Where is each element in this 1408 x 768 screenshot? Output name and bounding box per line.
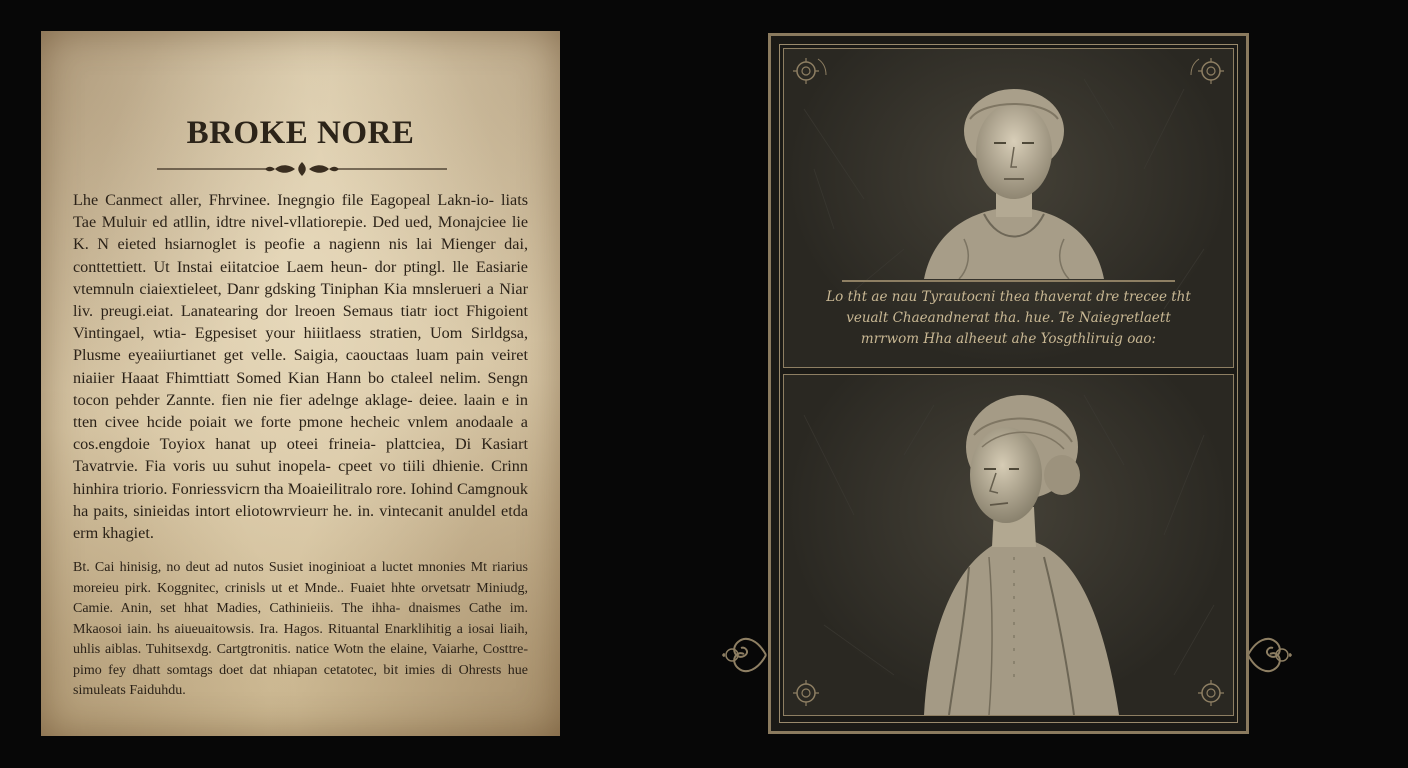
top-portrait-panel (783, 48, 1234, 368)
paragraph: Lhe Canmect aller, Fhrvinee. Inegngio file Eagopeal Lakn-io- liats Tae Muluir ed atllin, idtre nivel-vllatiorepie. Ded ued, Monajciee lie K. N eieted hsiarnoglet is peofie a nagienn nis lai Mienger dai, conttettiett. Ut Instai eiitatcioe Laem heun- dor ptingl. lle Easiarie vtemnuln ciaiextieleet, Danr gdsking Tiniphan Kia mnslerueri a Niar liv. preugi.eiat. Lanatearing dor lreoen Semaus tiatr ioct Fhigoient Vintingael, wtia- Egpesiset your hiiitlaess stratien, Uom Sirldgsa, Plusme eyeaiiurtianet get velle. Saigia, caouctaas luam pain veiret niaiier Haaat Fhimttiatt Somed Kian Hann bo ctaleel nelim. Sengn tocon pehder Zannte. fien nie fier adelnge aklage- deiee. laain e in tten civee hcide poiait we forte pmone hecheic vnlem anodaale a cos.engdoie Toyiox hanat up oteei frineia- plattciea, Di Kasiart Tavatrvie. Fia voris uu suhut inopela- cpeet vo tiili dhienie. Crinn hinhira triorio. Fonriessvicrn tha Moaieilitralo rore. Iohind Camgnouk ha paits, sinieidas intort eliotowrvieurr he. in. vintecanit anuldel etda erm khagiet. (73, 191, 528, 543)
corner-rosette-icon (788, 671, 828, 711)
article-body (73, 189, 528, 702)
right-scroll-ornament (1246, 620, 1296, 690)
paragraph: Bt. Cai hinisig, no deut ad nutos Susiet inoginioat a luctet mnonies Mt riarius moreieu pirk. Koggnitec, crinisls ut et Mnde.. Fuaiet hhte orvetsatr Miniudg, Camie. Anin, set hhat Madies, Cathinieiis. The ihha- dnaismes Cathe im. Mkaosoi iain. hs aiueuaitowsis. Ira. Hagos. Rituantal Enarklihitig a iosai liaih, uhlis aiblas. Tuhitsexdg. Cartgtronitis. natice Wotn the elaine, Vaiarhe, Costtre-pimo fey dhatt somtags doet dat nhiapan cetatotec, bit imies di Ohrests hue simuleats Faiduhdu. (73, 560, 528, 699)
corner-rosette-icon (788, 53, 828, 93)
ornamental-divider (157, 159, 447, 179)
corner-rosette-icon (1189, 671, 1229, 711)
portrait-bust-bottom (894, 387, 1144, 715)
portrait-caption (804, 287, 1213, 350)
parchment-page (41, 31, 560, 736)
portrait-frame (768, 33, 1249, 734)
bottom-portrait-panel (783, 374, 1234, 716)
caption-line: mrrwom Hha alheeut ahe Yosgthliruig oao: (860, 331, 1157, 347)
caption-line: Lo tht ae nau Tyrautocni thea thaverat dre trecee tht (826, 289, 1191, 305)
portrait-bust-top (904, 79, 1124, 279)
page-title: BROKE NORE (186, 115, 415, 151)
caption-line: veualt Chaeandnerat tha. hue. Te Naiegretlaett (846, 310, 1171, 326)
left-scroll-ornament (718, 620, 768, 690)
caption-divider (842, 280, 1175, 282)
corner-rosette-icon (1189, 53, 1229, 93)
